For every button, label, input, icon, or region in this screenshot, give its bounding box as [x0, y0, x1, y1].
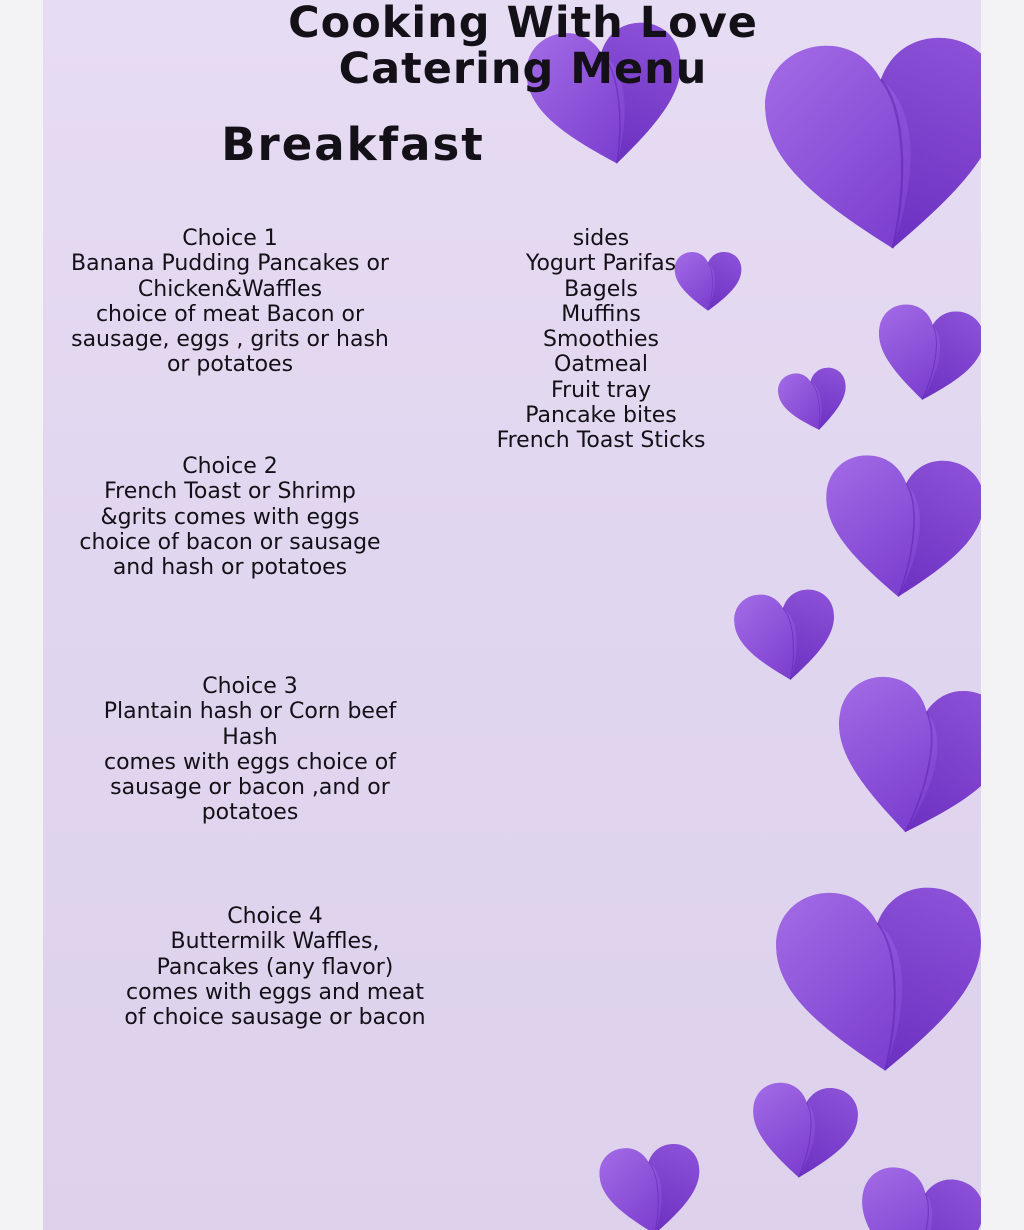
heart-icon [597, 1142, 704, 1230]
choice-line: Banana Pudding Pancakes or [71, 251, 389, 277]
choice-line: Pancakes (any flavor) [156, 954, 394, 980]
sides-item: French Toast Sticks [496, 428, 706, 454]
menu-poster [43, 0, 981, 1230]
sides-item: Smoothies [543, 327, 659, 353]
choice-line: or potatoes [166, 352, 294, 378]
choice-line: choice of meat Bacon or [95, 301, 365, 327]
choice-line: Plantain hash or Corn beef [103, 699, 397, 725]
choice-line: of choice sausage or bacon [124, 1005, 426, 1031]
choice-line: sausage, eggs , grits or hash [71, 327, 389, 353]
choice-heading: Choice 4 [227, 904, 323, 929]
choice-line: choice of bacon or sausage [79, 529, 381, 555]
sides-item: Muffins [561, 301, 641, 327]
menu-title-line-1: Cooking With Love [288, 0, 758, 48]
sides-item: Yogurt Parifas [525, 251, 677, 277]
choice-line: and hash or potatoes [112, 555, 348, 581]
choice-3-block [63, 674, 437, 826]
choice-heading: Choice 1 [182, 226, 278, 251]
sides-heading: sides [572, 226, 630, 251]
choice-heading: Choice 2 [182, 454, 278, 479]
menu-title-line-2: Catering Menu [338, 44, 708, 94]
section-heading: Breakfast [221, 118, 485, 171]
sides-item: Pancake bites [525, 403, 677, 429]
sides-block [451, 226, 751, 454]
heart-decorations [43, 0, 981, 1230]
sides-item: Bagels [564, 276, 638, 302]
choice-line: potatoes [201, 800, 299, 826]
heart-icon [822, 670, 981, 847]
choice-line: &grits comes with eggs [100, 504, 360, 530]
choice-line: comes with eggs and meat [125, 979, 425, 1005]
choice-line: Chicken&Waffles [137, 276, 323, 302]
heart-icon [775, 365, 852, 436]
heart-icon [732, 587, 841, 685]
choice-line: comes with eggs choice of [103, 749, 396, 775]
heart-icon [820, 453, 981, 603]
sides-item: Fruit tray [551, 377, 651, 403]
choice-line: French Toast or Shrimp [104, 479, 356, 505]
heart-icon [847, 1161, 981, 1230]
choice-2-block [43, 454, 417, 580]
heart-icon [870, 301, 981, 407]
heart-icon [773, 885, 981, 1076]
choice-line: Buttermilk Waffles, [170, 929, 380, 955]
choice-1-block [43, 226, 417, 378]
choice-4-block [88, 904, 462, 1030]
choice-line: sausage or bacon ,and or [110, 775, 390, 801]
heart-icon [747, 1080, 861, 1183]
choice-line: Hash [222, 724, 278, 750]
choice-heading: Choice 3 [202, 674, 298, 699]
sides-item: Oatmeal [554, 352, 648, 378]
